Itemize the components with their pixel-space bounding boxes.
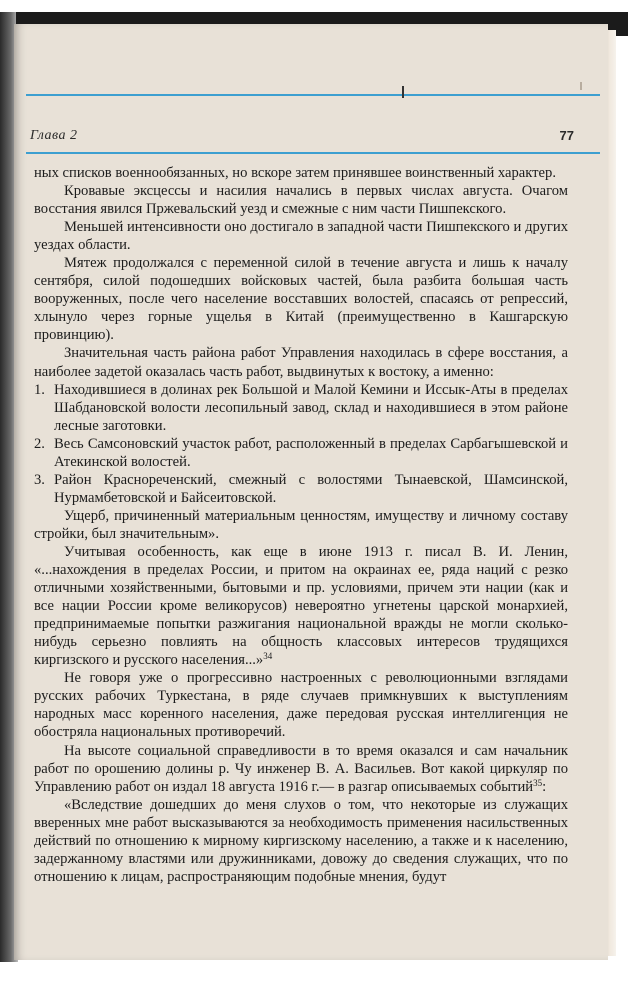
paragraph: Ущерб, причиненный материальным ценностям, имуществу и личному составу стройки, был значительным».	[34, 507, 568, 542]
paragraph: Не говоря уже о прогрессивно настроенных с революционными взглядами русских рабочих Туркестана, в ряде случаев примкнувших к выступлениям народных масс коренного населения, даже передовая русская интеллигенция не обостряла национальных противоречий.	[34, 670, 568, 741]
rule-mark	[402, 86, 404, 98]
paragraph: «Вследствие дошедших до меня слухов о том, что некоторые из служащих вверенных мне работ высказываются за необходимость применения насильственных действий по отношению к мирному киргизскому населению, а также и к населению, задержанному властями или дружинниками, довожу до сведения служащих, что по отношению к лицам, распространяющим подобные мнения, будут	[34, 796, 568, 885]
book-page	[14, 24, 608, 960]
list-item: 2. Весь Самсоновский участок работ, расположенный в пределах Сарбагышевской и Атекинской волостей.	[34, 435, 568, 470]
header-rule-bottom	[26, 152, 600, 154]
paragraph: ных списков военнообязанных, но вскоре затем принявшее воинственный характер.	[34, 165, 556, 181]
running-head	[30, 128, 574, 144]
paragraph: На высоте социальной справедливости в то время оказался и сам начальник работ по орошению долины р. Чу инженер В. А. Васильев. Вот какой циркуляр по Управлению работ он издал 18 августа 1916 г.— в разгар описываемых событий$^{35}$:	[34, 742, 568, 795]
header-rule-top	[26, 94, 600, 96]
paragraph: Учитывая особенность, как еще в июне 1913 г. писал В. И. Ленин, «...нахождения в пределах России, и притом на окраинах ее, ряда наций с резко отличными хозяйственными, бытовыми и пр. условиями, причем эти нации (как и все нации России кроме великорусов) невероятно угнетены царской монархией, предпринимаемые попытки разжигания национальной вражды не могли сколько-нибудь серьезно повлиять на общность классовых интересов трудящихся киргизского и русского населения...»$^{34}$	[34, 543, 568, 669]
list-item: 3. Район Краснореченский, смежный с волостями Тынаевской, Шамсинской, Нурмамбетовской и Байсеитовской.	[34, 471, 568, 506]
paragraph: Меньшей интенсивности оно достигало в западной части Пишпекского и других уездах области.	[34, 219, 568, 254]
paragraph: Кровавые эксцессы и насилия начались в первых числах августа. Очагом восстания явился Пржевальский уезд и смежные с ним части Пишпекского.	[34, 183, 568, 218]
page-number: 77	[559, 128, 574, 143]
list-item: 1. Находившиеся в долинах рек Большой и Малой Кемини и Иссык-Аты в пределах Шабдановской волости лесопильный завод, склад и находившиеся в этом районе лесные заготовки.	[34, 381, 568, 434]
list-number: 1.	[34, 381, 45, 398]
margin-mark	[580, 82, 582, 90]
list-number: 2.	[34, 435, 45, 452]
paragraph: Значительная часть района работ Управления находилась в сфере восстания, а наиболее задетой оказалась часть работ, выдвинутых к востоку, а именно:	[34, 345, 568, 380]
footnote-ref: 35	[533, 777, 543, 788]
chapter-title: Глава 2	[30, 128, 78, 143]
paragraph: Мятеж продолжался с переменной силой в течение августа и лишь к началу сентября, силой подошедших войсковых частей, была разбита большая часть вооруженных, после чего население восставших волостей, спасаясь от репрессий, хлынуло через горные ущелья в Китай (преимущественно в Кашгарскую провинцию).	[34, 255, 568, 344]
footnote-ref: 34	[263, 651, 273, 662]
body-text	[34, 164, 568, 886]
list-number: 3.	[34, 471, 45, 488]
